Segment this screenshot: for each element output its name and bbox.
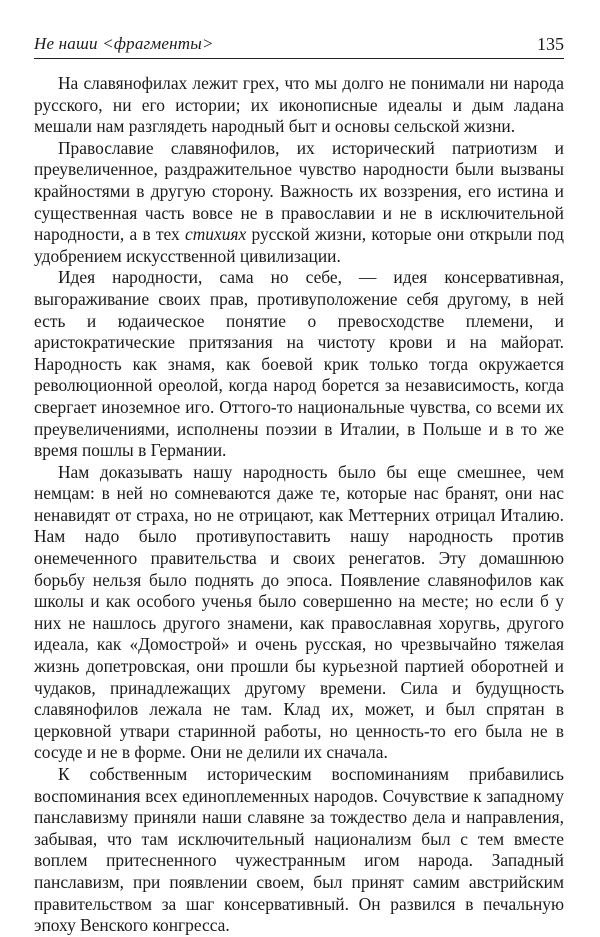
running-title: Не наши <фрагменты>	[34, 34, 214, 53]
running-head	[34, 34, 564, 59]
emphasized-word: стихиях	[185, 224, 247, 245]
paragraph-text: Православие славянофилов, их исторический патриотизм и преувеличенное, раздражительное чувство народности были вызваны крайностями в другую сторону. Важность их воззрения, его истина и существенная часть вовсе не в православии и не в исключительной народности, а в тех	[34, 137, 564, 245]
book-page	[34, 34, 564, 937]
paragraph: На славянофилах лежит грех, что мы долго не понимали ни народа русского, ни его истории; их иконописные идеалы и дым ладана мешали нам разглядеть народный быт и основы сельской жизни.	[34, 73, 564, 137]
paragraph-text: русской жизни, которые они открыли под удобрением искусственной цивилизации.	[34, 224, 564, 266]
body-text	[34, 73, 564, 937]
paragraph: Нам доказывать нашу народность было бы еще смешнее, чем немцам: в ней но сомневаются даже те, которые нас бранят, они нас ненавидят от страха, но не отрицают, как Меттерних отрицал Италию. Нам надо было противупоставить нашу народность против онемеченного правительства и своих ренегатов. Эту домашнюю борьбу нельзя было поднять до эпоса. Появление славянофилов как школы и как особого ученья было совершенно на месте; но если б у них не нашлось другого знамени, как православная хоругвь, другого идеала, как «Домострой» и очень русская, но чрезвычайно тяжелая жизнь допетровская, они прошли бы курьезной партией оборотней и чудаков, принадлежащих другому времени. Сила и будущность славянофилов лежала не там. Клад их, может, и был спрятан в церковной утвари старинной работы, но ценность-то его была не в сосуде и не в форме. Они не делили их сначала.	[34, 461, 564, 763]
paragraph	[34, 138, 564, 268]
paragraph: К собственным историческим воспоминаниям прибавились воспоминания всех единоплеменных народов. Сочувствие к западному панславизму приняли наши славяне за тождество дела и направления, забывая, что там исключительный национализм был с тем вместе воплем притесненного чужестранным игом народа. Западный панславизм, при появлении своем, был принят самим австрийским правительством за шаг консервативный. Он развился в печальную эпоху Венского конгресса.	[34, 764, 564, 936]
paragraph: Идея народности, сама но себе, — идея консервативная, выгораживание своих прав, противуположение себя другому, в ней есть и юдаическое понятие о превосходстве племени, и аристократические притязания на чистоту крови и на майорат. Народность как знамя, как боевой крик только тогда окружается революционной ореолой, когда народ борется за независимость, когда свергает иноземное иго. Оттого-то национальные чувства, со всеми их преувеличениями, исполнены поэзии в Италии, в Польше и в то же время пошлы в Германии.	[34, 267, 564, 461]
page-number: 135	[537, 34, 564, 54]
